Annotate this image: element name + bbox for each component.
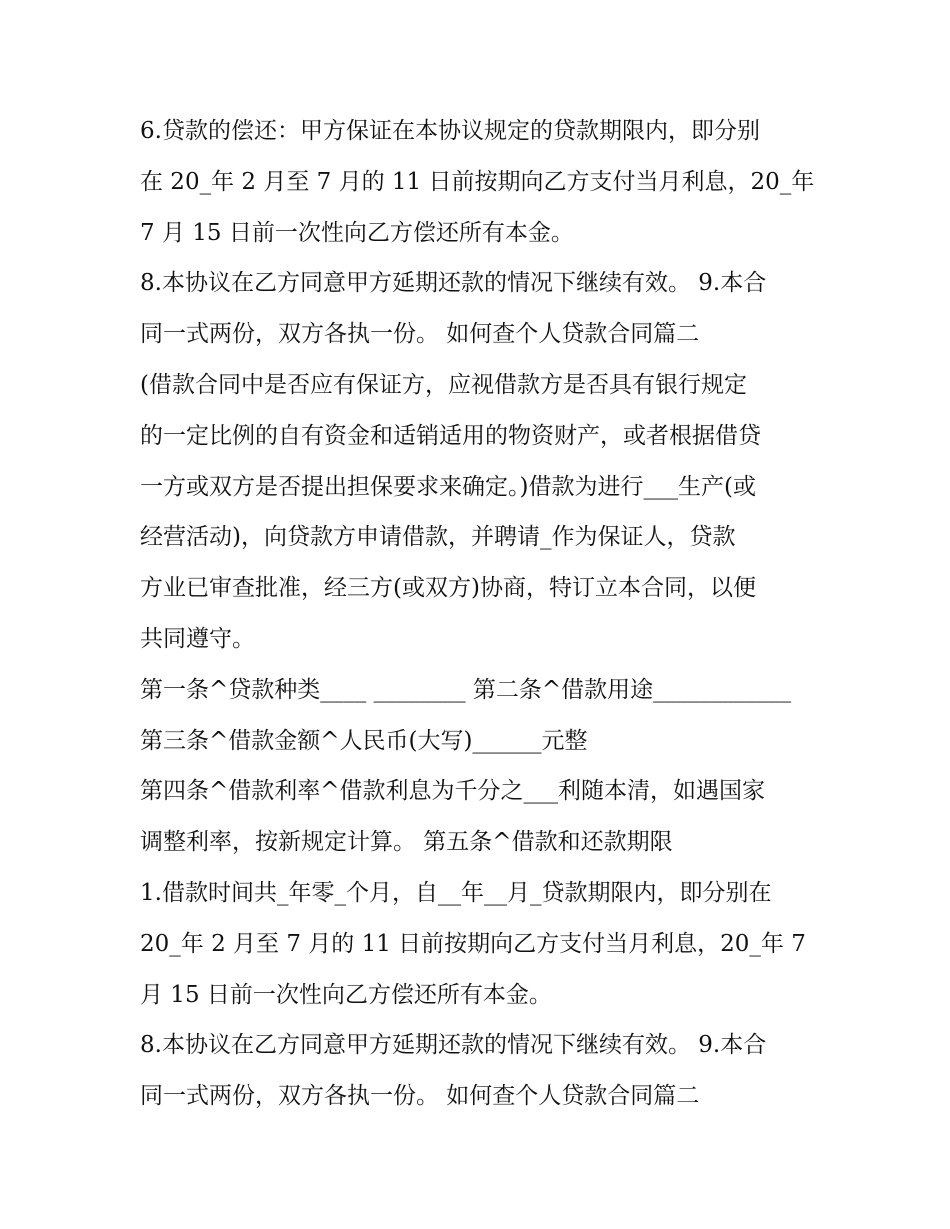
- text-line: 20_年 2 月至 7 月的 11 日前按期向乙方支付当月利息，20_年 7: [140, 930, 806, 957]
- text-line: 7 月 15 日前一次性向乙方偿还所有本金。: [140, 219, 574, 246]
- text-line: 调整利率，按新规定计算。 第五条^借款和还款期限: [140, 829, 673, 856]
- text-line: 第一条^贷款种类____ ________ 第二条^借款用途____________: [140, 676, 792, 703]
- text-line: 同一式两份，双方各执一份。 如何查个人贷款合同篇二: [140, 321, 700, 348]
- text-line: 月 15 日前一次性向乙方偿还所有本金。: [140, 981, 552, 1008]
- text-line: 的一定比例的自有资金和适销适用的物资财产，或者根据借贷: [140, 422, 761, 449]
- text-line: (借款合同中是否应有保证方，应视借款方是否具有银行规定: [140, 371, 747, 398]
- text-line: 8.本协议在乙方同意甲方延期还款的情况下继续有效。 9.本合: [140, 270, 767, 297]
- text-line: 同一式两份，双方各执一份。 如何查个人贷款合同篇二: [140, 1083, 700, 1110]
- document-body: [140, 106, 820, 1122]
- text-line: 8.本协议在乙方同意甲方延期还款的情况下继续有效。 9.本合: [140, 1032, 767, 1059]
- text-line: 第四条^借款利率^借款利息为千分之___利随本清，如遇国家: [140, 778, 766, 805]
- text-line: 第三条^借款金额^人民币(大写)______元整: [140, 727, 588, 754]
- text-line: 6.贷款的偿还：甲方保证在本协议规定的贷款期限内，即分别: [140, 118, 760, 144]
- text-line: 在 20_年 2 月至 7 月的 11 日前按期向乙方支付当月利息，20_年: [140, 168, 815, 195]
- text-line: 1.借款时间共_年零_个月，自__年__月_贷款期限内，即分别在: [140, 879, 772, 906]
- text-line: 方业已审查批准，经三方(或双方)协商，特订立本合同，以便: [140, 575, 756, 602]
- text-line: 一方或双方是否提出担保要求来确定。)借款为进行___生产(或: [140, 473, 756, 500]
- text-line: 经营活动)，向贷款方申请借款，并聘请_作为保证人，贷款: [140, 524, 736, 551]
- text-line: 共同遵守。: [140, 625, 255, 652]
